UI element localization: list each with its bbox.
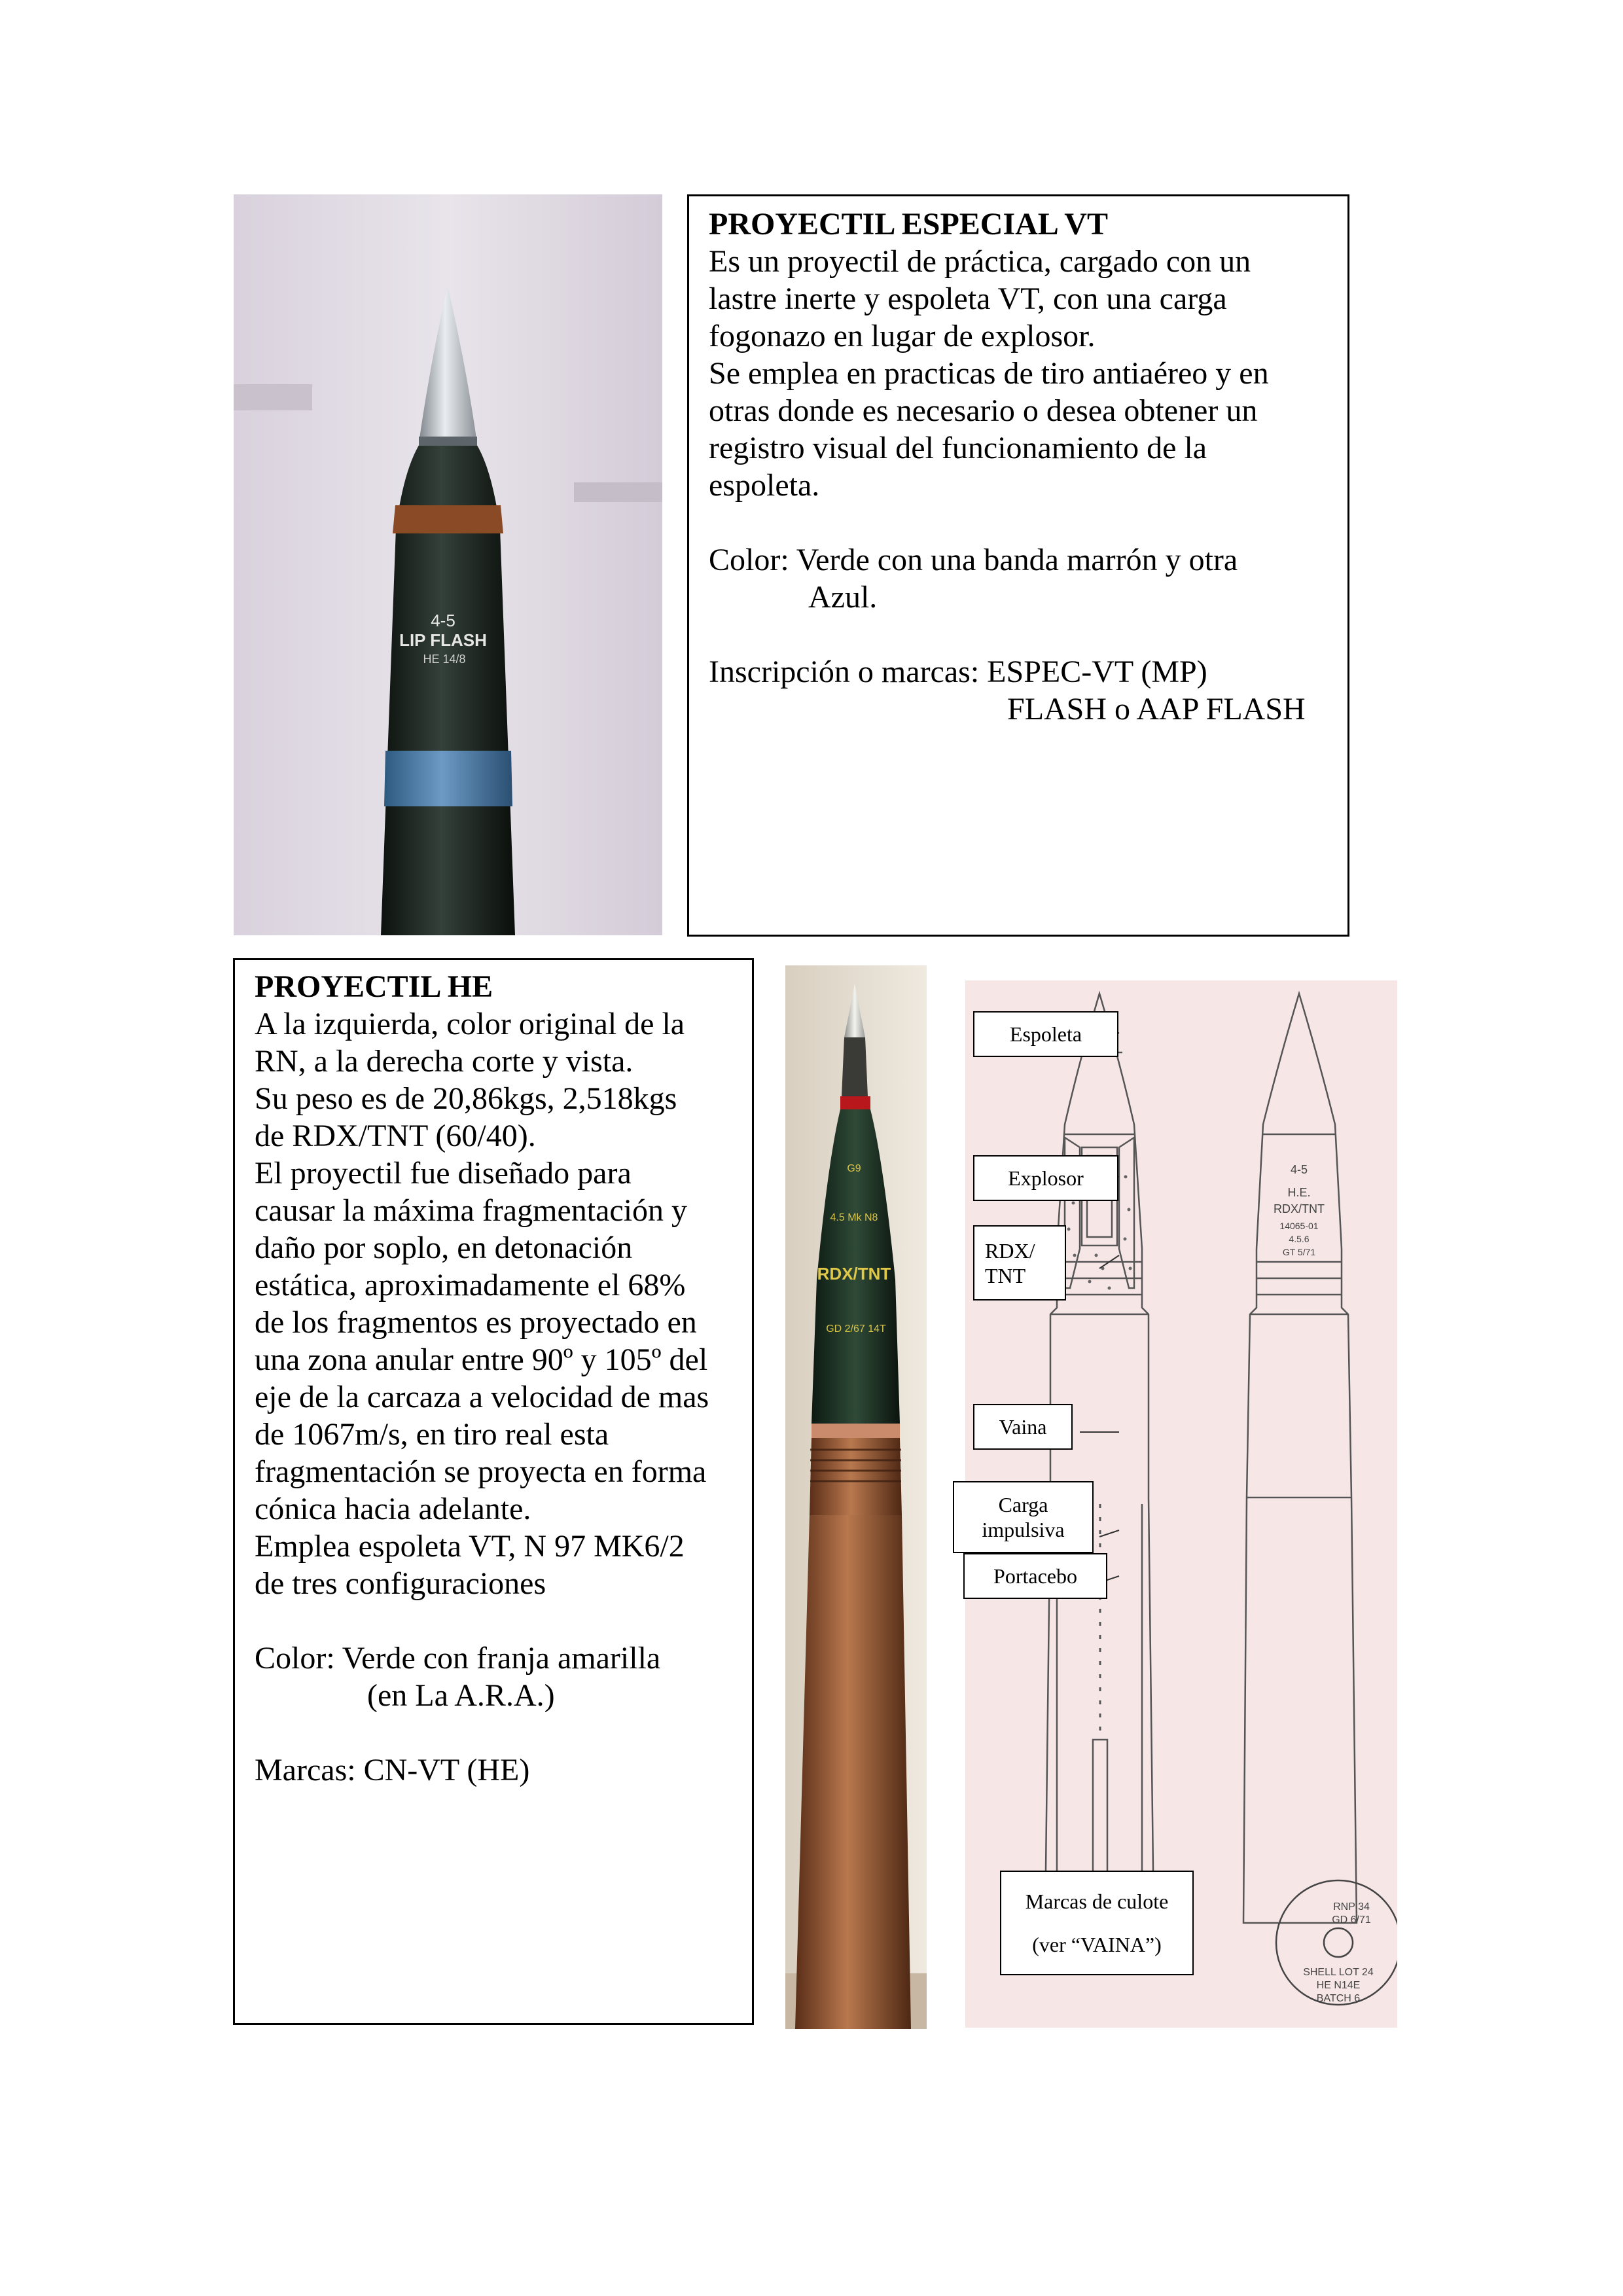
vt-color-line-2: Azul. xyxy=(808,580,878,615)
label-rdx-text-1: RDX/ xyxy=(985,1238,1035,1263)
outline-marking-1: 4-5 xyxy=(1290,1163,1308,1176)
he-line-7: daño por soplo, en detonación xyxy=(255,1230,633,1265)
vt-line-4: Se emplea en practicas de tiro antiaéreo y en xyxy=(709,356,1269,391)
vt-line-6: registro visual del funcionamiento de la xyxy=(709,431,1207,465)
stamp-text-4: HE N14E xyxy=(1316,1980,1361,1991)
he-description-box xyxy=(233,958,754,2025)
label-marcas-culote xyxy=(1000,1871,1194,1975)
he-line-8: estática, aproximadamente el 68% xyxy=(255,1268,686,1302)
he-line-13: fragmentación se proyecta en forma xyxy=(255,1454,707,1489)
he-line-3: Su peso es de 20,86kgs, 2,518kgs xyxy=(255,1081,677,1116)
label-rdx-tnt xyxy=(973,1225,1066,1300)
label-culote-text-1: Marcas de culote xyxy=(1025,1890,1169,1913)
he-photo-marking-4: GD 2/67 14T xyxy=(826,1323,886,1335)
he-line-5: El proyectil fue diseñado para xyxy=(255,1156,632,1191)
he-line-1: A la izquierda, color original de la xyxy=(255,1007,685,1041)
vt-line-2: lastre inerte y espoleta VT, con una carga xyxy=(709,281,1227,316)
label-carga-text-2: impulsiva xyxy=(982,1518,1065,1541)
he-line-9: de los fragmentos es proyectado en xyxy=(255,1305,697,1340)
outline-marking-6: GT 5/71 xyxy=(1282,1247,1316,1257)
stamp-text-3: SHELL LOT 24 xyxy=(1303,1967,1374,1978)
label-vaina-text: Vaina xyxy=(999,1415,1047,1439)
vt-marks-line-2: FLASH o AAP FLASH xyxy=(1007,692,1306,726)
outline-marking-4: 14065-01 xyxy=(1279,1221,1319,1231)
label-explosor xyxy=(973,1155,1118,1201)
vt-description-box xyxy=(687,194,1349,937)
he-line-14: cónica hacia adelante. xyxy=(255,1492,531,1526)
he-line-10: una zona anular entre 90º y 105º del xyxy=(255,1342,708,1377)
vt-line-7: espoleta. xyxy=(709,468,820,503)
he-line-2: RN, a la derecha corte y vista. xyxy=(255,1044,633,1079)
outline-marking-3: RDX/TNT xyxy=(1274,1202,1325,1215)
vt-photo-marking-3: HE 14/8 xyxy=(423,653,466,666)
he-line-4: de RDX/TNT (60/40). xyxy=(255,1119,536,1153)
stamp-text-5: BATCH 6 xyxy=(1316,1993,1361,2004)
outline-marking-5: 4.5.6 xyxy=(1289,1234,1310,1244)
he-marks-line: Marcas: CN-VT (HE) xyxy=(255,1753,530,1787)
he-line-6: causar la máxima fragmentación y xyxy=(255,1193,688,1228)
vt-title: PROYECTIL ESPECIAL VT xyxy=(709,207,1108,242)
he-photo-marking-2: 4.5 Mk N8 xyxy=(830,1212,878,1223)
vt-marks-line-1: Inscripción o marcas: ESPEC-VT (MP) xyxy=(709,655,1207,689)
vt-projectile-photo xyxy=(234,194,662,935)
label-portacebo xyxy=(963,1553,1107,1599)
he-line-11: eje de la carcaza a velocidad de mas xyxy=(255,1380,709,1414)
he-color-line-2: (en La A.R.A.) xyxy=(367,1678,555,1713)
label-explosor-text: Explosor xyxy=(1008,1166,1084,1190)
he-photo-marking-1: G9 xyxy=(847,1163,861,1174)
label-espoleta xyxy=(973,1011,1118,1057)
he-photo-marking-3: RDX/TNT xyxy=(817,1264,891,1283)
he-line-12: de 1067m/s, en tiro real esta xyxy=(255,1417,609,1452)
he-round-photo xyxy=(785,965,927,2029)
he-title: PROYECTIL HE xyxy=(255,969,493,1004)
vt-photo-marking-1: 4-5 xyxy=(431,611,455,630)
label-carga-text-1: Carga xyxy=(998,1493,1048,1516)
stamp-text-1: RNP 34 xyxy=(1333,1901,1370,1912)
label-vaina xyxy=(973,1404,1073,1450)
he-line-16: de tres configuraciones xyxy=(255,1566,546,1601)
vt-photo-marking-2: LIP FLASH xyxy=(399,630,487,650)
label-carga-impulsiva xyxy=(953,1481,1094,1553)
vt-line-1: Es un proyectil de práctica, cargado con un xyxy=(709,244,1251,279)
label-culote-text-2: (ver “VAINA”) xyxy=(1032,1933,1162,1956)
vt-color-line-1: Color: Verde con una banda marrón y otra xyxy=(709,543,1238,577)
stamp-text-2: GD 6/71 xyxy=(1332,1914,1371,1926)
he-line-15: Emplea espoleta VT, N 97 MK6/2 xyxy=(255,1529,685,1564)
he-color-line-1: Color: Verde con franja amarilla xyxy=(255,1641,661,1676)
vt-line-3: fogonazo en lugar de explosor. xyxy=(709,319,1096,353)
label-portacebo-text: Portacebo xyxy=(993,1564,1077,1588)
label-espoleta-text: Espoleta xyxy=(1009,1022,1082,1046)
vt-line-5: otras donde es necesario o desea obtener un xyxy=(709,393,1258,428)
label-rdx-text-2: TNT xyxy=(985,1263,1026,1287)
outline-marking-2: H.E. xyxy=(1287,1186,1311,1199)
